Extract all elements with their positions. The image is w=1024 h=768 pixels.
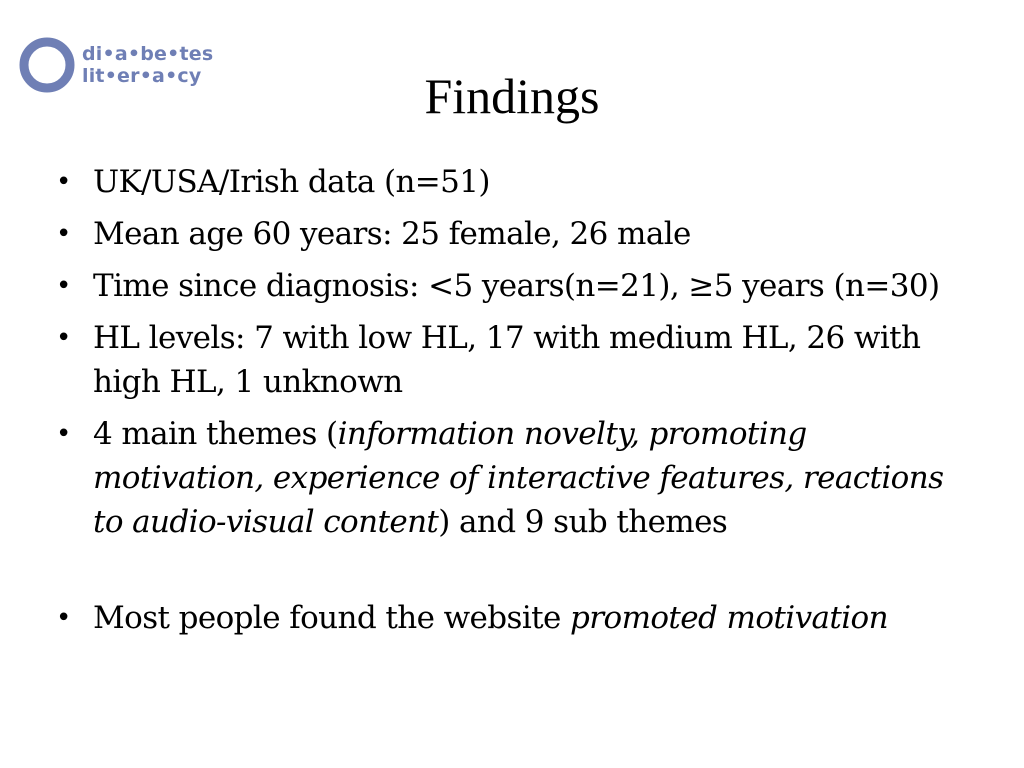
bullet-dot: • (56, 419, 71, 449)
bullet-text: UK/USA/Irish data (n=51) (93, 164, 490, 200)
bullet-dot: • (56, 603, 71, 633)
bullet-item-main-themes (56, 412, 976, 544)
bullet-list (56, 160, 976, 648)
bullet-text-italic: promoted motivation (570, 600, 888, 636)
bullet-text-prefix: 4 main themes ( (93, 416, 338, 452)
bullet-text: HL levels: 7 with low HL, 17 with medium HL, 26 with high HL, 1 unknown (93, 320, 921, 400)
bullet-text-themes-italic: information novelty, promoting motivation, experience of interactive features, reactions to audio-visual content (93, 416, 944, 540)
bullet-dot: • (56, 219, 71, 249)
bullet-dot: • (56, 323, 71, 353)
bullet-dot: • (56, 167, 71, 197)
bullet-item-conclusion (56, 596, 976, 640)
bullet-item-time-since-diagnosis (56, 264, 976, 308)
bullet-text-suffix: ) and 9 sub themes (438, 504, 728, 540)
bullet-text-prefix: Most people found the website (93, 600, 571, 636)
logo-line-2: lit•er•a•cy (82, 65, 202, 87)
slide-title: Findings (424, 68, 600, 124)
bullet-text: Mean age 60 years: 25 female, 26 male (93, 216, 691, 252)
logo-line-1: di•a•be•tes (82, 43, 214, 65)
bullet-item-mean-age (56, 212, 976, 256)
bullet-text: Time since diagnosis: <5 years(n=21), ≥5 years (n=30) (93, 268, 940, 304)
bullet-item-hl-levels (56, 316, 976, 404)
bullet-item-data-sources (56, 160, 976, 204)
bullet-dot: • (56, 271, 71, 301)
